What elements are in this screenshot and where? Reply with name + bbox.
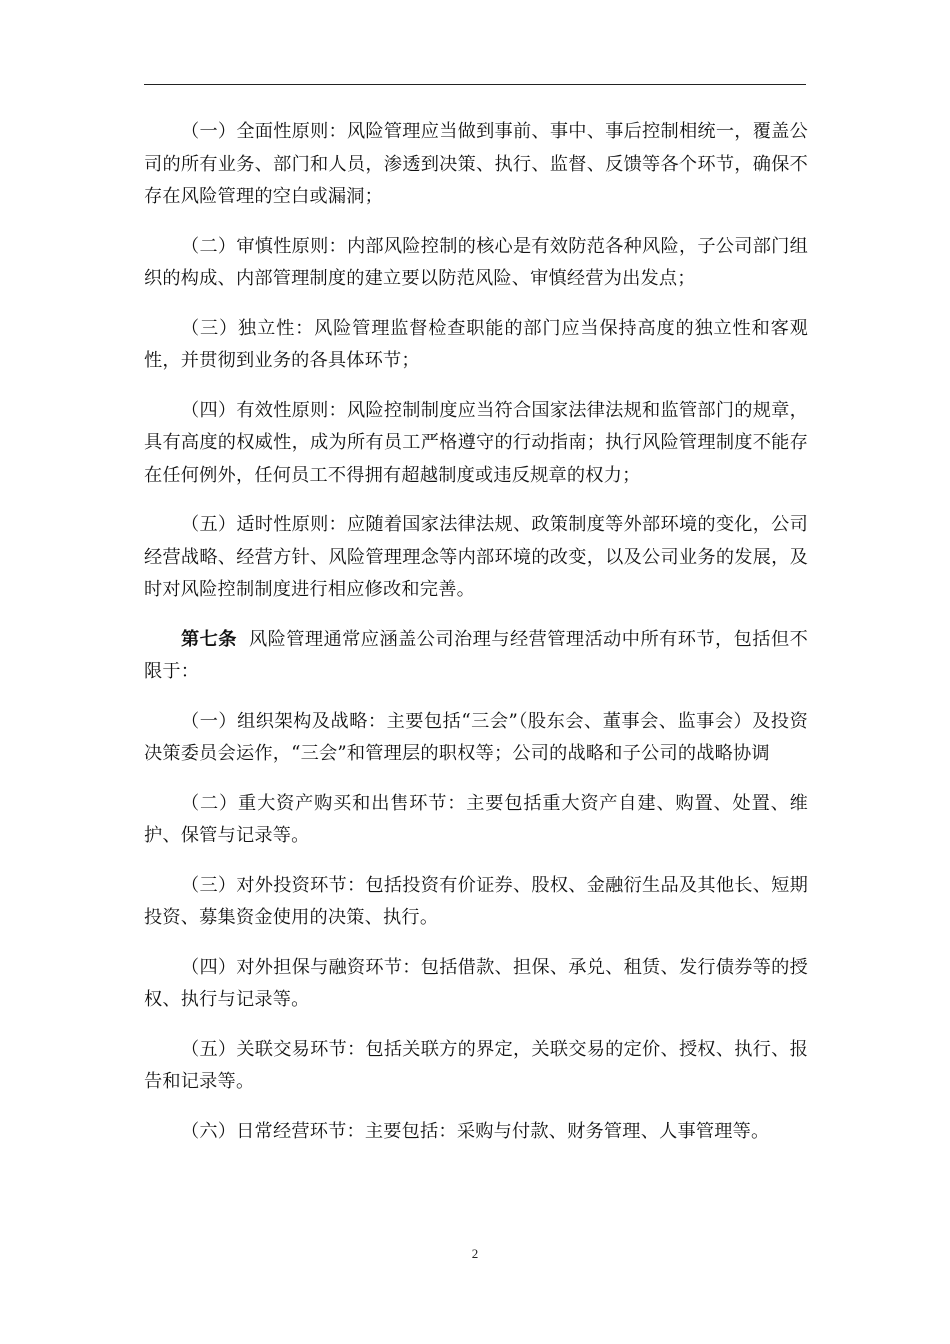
principle-comprehensive: （一）全面性原则：风险管理应当做到事前、事中、事后控制相统一，覆盖公司的所有业务、部门和人员，渗透到决策、执行、监督、反馈等各个环节，确保不存在风险管理的空白或漏洞； (144, 121, 808, 207)
scope-item-daily-operations: （六）日常经营环节：主要包括：采购与付款、财务管理、人事管理等。 (181, 1120, 770, 1142)
scope-item-assets: （二）重大资产购买和出售环节：主要包括重大资产自建、购置、处置、维护、保管与记录等。 (144, 792, 808, 846)
scope-item-guarantee-financing: （四）对外担保与融资环节：包括借款、担保、承兑、租赁、发行债券等的授权、执行与记录等。 (144, 956, 808, 1010)
principle-timeliness: （五）适时性原则：应随着国家法律法规、政策制度等外部环境的变化，公司经营战略、经营方针、风险管理理念等内部环境的改变，以及公司业务的发展，及时对风险控制制度进行相应修改和完善。 (144, 514, 808, 600)
page-number: 2 (471, 1246, 479, 1261)
article-7 (144, 624, 808, 689)
article-7-heading: 第七条 (181, 628, 237, 650)
scope-item-related-transactions: （五）关联交易环节：包括关联方的界定，关联交易的定价、授权、执行、报告和记录等。 (144, 1038, 808, 1092)
principle-independence: （三）独立性：风险管理监督检查职能的部门应当保持高度的独立性和客观性，并贯彻到业务的各具体环节； (144, 317, 808, 371)
principle-prudence: （二）审慎性原则：内部风险控制的核心是有效防范各种风险，子公司部门组织的构成、内部管理制度的建立要以防范风险、审慎经营为出发点； (144, 235, 808, 289)
scope-item-organization: （一）组织架构及战略：主要包括“三会”（股东会、董事会、监事会）及投资决策委员会运作，“三会”和管理层的职权等；公司的战略和子公司的战略协调 (144, 710, 808, 764)
header-rule (144, 84, 806, 85)
article-7-text: 风险管理通常应涵盖公司治理与经营管理活动中所有环节，包括但不限于： (144, 628, 808, 682)
scope-item-investment: （三）对外投资环节：包括投资有价证券、股权、金融衍生品及其他长、短期投资、募集资金使用的决策、执行。 (144, 874, 808, 928)
principle-effectiveness: （四）有效性原则：风险控制制度应当符合国家法律法规和监管部门的规章，具有高度的权威性，成为所有员工严格遵守的行动指南；执行风险管理制度不能存在任何例外，任何员工不得拥有超越制度或违反规章的权力； (144, 399, 808, 486)
document-body (144, 116, 808, 1165)
